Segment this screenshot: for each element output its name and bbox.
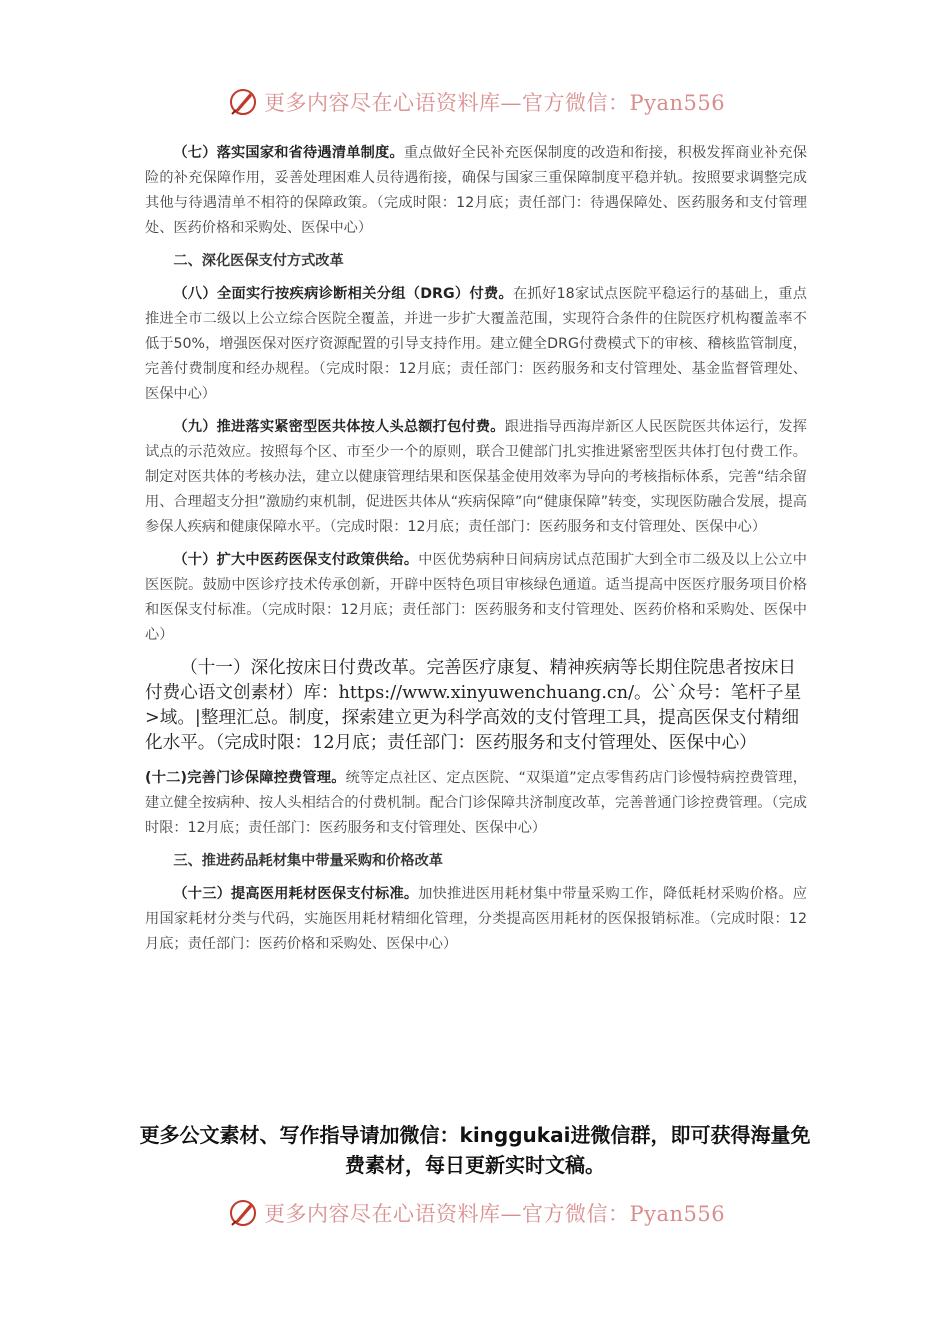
quill-logo-icon <box>228 87 258 117</box>
section-13-title: （十三）提高医用耗材医保支付标准。 <box>173 886 419 902</box>
section-13 <box>145 882 807 957</box>
section-10 <box>145 548 807 648</box>
footer-banner <box>228 1193 728 1233</box>
section-12-body: 统等定点社区、定点医院、“双渠道”定点零售药店门诊慢特病控费管理，建立健全按病种、按人头相结合的付费机制。配合门诊保障共济制度改革，完善普通门诊控费管理。（完成时限：12月底；责任部门：医药服务和支付管理处、医保中心） <box>145 770 807 836</box>
header-banner <box>228 82 728 122</box>
section-12-title: (十二)完善门诊保障控费管理。 <box>145 770 346 786</box>
section-10-title: （十）扩大中医药医保支付政策供给。 <box>173 552 419 568</box>
section-10-body: 中医优势病种日间病房试点范围扩大到全市二级及以上公立中医医院。鼓励中医诊疗技术传承创新，开辟中医特色项目审核绿色通道。适当提高中医医疗服务项目价格和医保支付标准。（完成时限：12月底；责任部门：医药服务和支付管理处、医药价格和采购处、医保中心） <box>145 552 807 643</box>
section-13-body: 加快推进医用耗材集中带量采购工作，降低耗材采购价格。应用国家耗材分类与代码，实施医用耗材精细化管理，分类提高医用耗材的医保报销标准。（完成时限：12月底；责任部门：医药价格和采购处、医保中心） <box>145 886 807 952</box>
footer-note: 更多公文素材、写作指导请加微信：kinggukai进微信群，即可获得海量免费素材，每日更新实时文稿。 <box>139 1123 811 1177</box>
section-7-title: （七）落实国家和省待遇清单制度。 <box>173 145 404 161</box>
heading-3: 三、推进药品耗材集中带量采购和价格改革 <box>173 853 443 869</box>
document-body <box>145 141 807 965</box>
section-11: （十一）深化按床日付费改革。完善医疗康复、精神疾病等长期住院患者按床日付费心语文创素材）库：https://www.xinyuwenchuang.cn/。公`众号：笔杆子星>域。|整理汇总。制度，探索建立更为科学高效的支付管理工具，提高医保支付精细化水平。（完成时限：12月底；责任部门：医药服务和支付管理处、医保中心） <box>145 658 802 753</box>
section-8-body: 在抓好18家试点医院平稳运行的基础上，重点推进全市二级以上公立综合医院全覆盖，并进一步扩大覆盖范围，实现符合条件的住院医疗机构覆盖率不低于50%，增强医保对医疗资源配置的引导支持作用。建立健全DRG付费模式下的审核、稽核监管制度，完善付费制度和经办规程。（完成时限：12月底；责任部门：医药服务和支付管理处、基金监督管理处、医保中心） <box>145 286 807 402</box>
heading-2: 二、深化医保支付方式改革 <box>173 253 344 269</box>
section-12 <box>145 766 807 841</box>
section-9 <box>145 415 807 540</box>
section-7-body: 重点做好全民补充医保制度的改造和衔接，积极发挥商业补充保险的补充保障作用，妥善处理困难人员待遇衔接，确保与国家三重保障制度平稳并轨。按照要求调整完成其他与待遇清单不相符的保障政策。（完成时限：12月底；责任部门：待遇保障处、医药服务和支付管理处、医药价格和采购处、医保中心） <box>145 145 807 236</box>
banner-text: 更多内容尽在心语资料库—官方微信：Pyan556 <box>264 91 726 115</box>
section-7 <box>145 141 807 241</box>
quill-logo-icon <box>228 1198 258 1228</box>
banner-text: 更多内容尽在心语资料库—官方微信：Pyan556 <box>264 1202 726 1226</box>
section-8 <box>145 282 807 407</box>
section-8-title: （八）全面实行按疾病诊断相关分组（DRG）付费。 <box>173 286 514 302</box>
section-9-title: （九）推进落实紧密型医共体按人头总额打包付费。 <box>173 419 505 435</box>
section-9-body: 跟进指导西海岸新区人民医院医共体运行，发挥试点的示范效应。按照每个区、市至少一个的原则，联合卫健部门扎实推进紧密型医共体打包付费工作。制定对医共体的考核办法，建立以健康管理结果和医保基金使用效率为导向的考核指标体系，完善“结余留用、合理超支分担”激励约束机制，促进医共体从“疾病保障”向“健康保障”转变，实现医防融合发展，提高参保人疾病和健康保障水平。（完成时限：12月底；责任部门：医药服务和支付管理处、医保中心） <box>145 419 807 535</box>
